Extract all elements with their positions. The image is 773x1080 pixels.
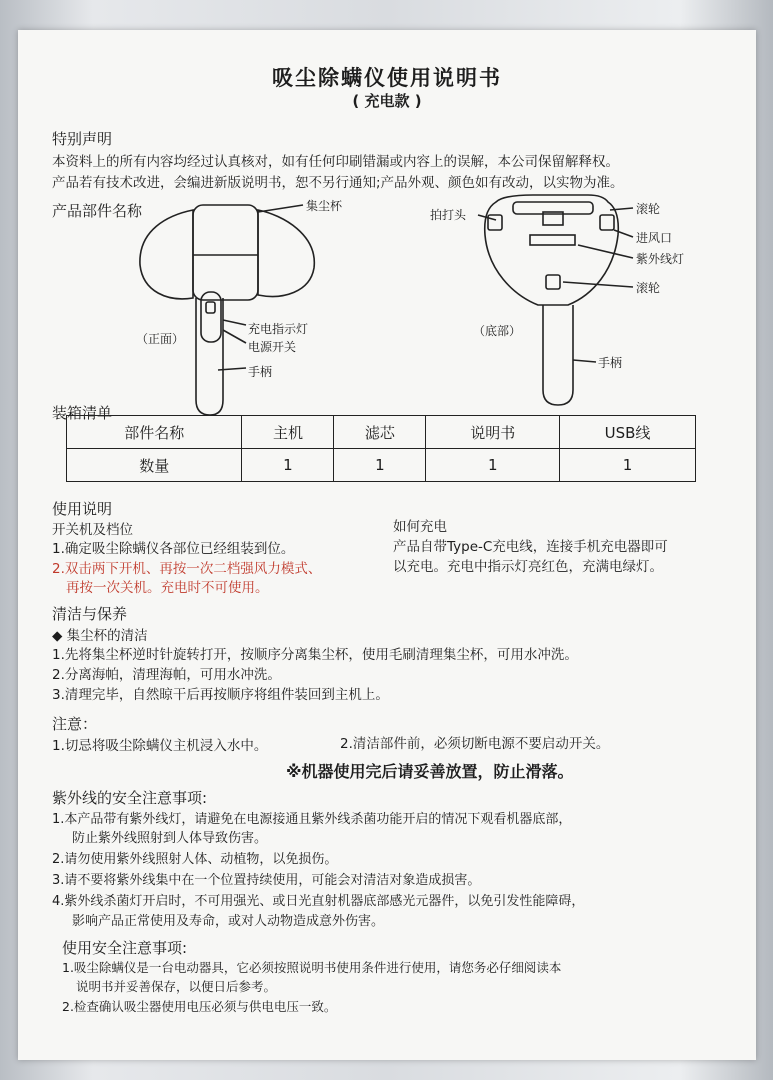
notice-line-2: 产品若有技术改进，会编进新版说明书，恕不另行通知;产品外观、颜色如有改动，以实物为准。: [52, 175, 624, 191]
table-cell: 部件名称: [67, 416, 242, 449]
label-bottom-handle: 手柄: [598, 356, 623, 370]
parts-heading: 产品部件名称: [52, 202, 143, 220]
cup-cleaning-heading: ◆ 集尘杯的清洁: [52, 628, 148, 644]
label-air-inlet: 进风口: [636, 231, 673, 245]
label-roller-bottom: 滚轮: [636, 281, 661, 295]
use-safety-line-3: 2.检查确认吸尘器使用电压必须与供电电压一致。: [62, 999, 337, 1014]
table-cell: 说明书: [426, 416, 560, 449]
uv-line-1: 1.本产品带有紫外线灯，请避免在电源接通且紫外线杀菌功能开启的情况下观看机器底部，: [52, 812, 572, 827]
switch-heading: 开关机及档位: [52, 522, 133, 538]
caution-line-1: 1.切忌将吸尘除螨仪主机浸入水中。: [52, 738, 268, 754]
table-cell: 1: [242, 449, 334, 482]
caution-heading: 注意：: [52, 715, 98, 733]
uv-line-5: 4.紫外线杀菌灯开启时，不可用强光、或日光直射机器底部感光元器件，以免引发性能障碍，: [52, 894, 585, 909]
notice-line-1: 本资料上的所有内容均经过认真核对，如有任何印刷错漏或内容上的误解，本公司保留解释权。: [52, 154, 619, 170]
usage-heading: 使用说明: [52, 500, 113, 518]
uv-line-6: 影响产品正常使用及寿命，或对人动物造成意外伤害。: [72, 914, 385, 929]
table-cell: 数量: [67, 449, 242, 482]
document-subtitle: ( 充电款 ): [352, 92, 422, 110]
table-row: [67, 416, 696, 449]
label-uv-lamp: 紫外线灯: [636, 252, 685, 266]
table-cell: 主机: [242, 416, 334, 449]
notice-heading: 特别声明: [52, 130, 113, 148]
label-bottom-view: （底部）: [473, 324, 522, 338]
label-power-switch: 电源开关: [248, 340, 297, 354]
label-charge-indicator: 充电指示灯: [248, 322, 309, 336]
uv-line-4: 3.请不要将紫外线集中在一个位置持续使用，可能会对清洁对象造成损害。: [52, 873, 481, 888]
caution-emphasis: ※机器使用完后请妥善放置，防止滑落。: [286, 762, 574, 781]
uv-safety-heading: 紫外线的安全注意事项:: [52, 789, 208, 807]
use-safety-line-2: 说明书并妥善保存，以便日后参考。: [76, 979, 277, 994]
use-safety-line-1: 1.吸尘除螨仪是一台电动器具，它必须按照说明书使用条件进行使用，请您务必仔细阅读本: [62, 960, 562, 975]
charge-line-1: 产品自带Type-C充电线，连接手机充电器即可: [393, 539, 668, 555]
use-safety-heading: 使用安全注意事项:: [62, 939, 188, 957]
table-cell: 1: [334, 449, 426, 482]
label-front-handle: 手柄: [248, 365, 273, 379]
label-beater-head: 拍打头: [430, 208, 467, 222]
label-dust-cup: 集尘杯: [306, 199, 343, 213]
switch-line-1: 1.确定吸尘除螨仪各部位已经组装到位。: [52, 541, 295, 557]
uv-line-3: 2.请勿使用紫外线照射人体、动植物，以免损伤。: [52, 852, 338, 867]
table-cell: USB线: [560, 416, 696, 449]
document-title: 吸尘除螨仪使用说明书: [272, 66, 502, 90]
switch-line-2: 2.双击两下开机、再按一次二档强风力模式、: [52, 561, 322, 577]
table-cell: 滤芯: [334, 416, 426, 449]
bottom-view-device: [478, 195, 633, 405]
table-row: [67, 449, 696, 482]
caution-line-2: 2.清洁部件前，必须切断电源不要启动开关。: [340, 736, 610, 752]
front-view-device: [140, 205, 314, 415]
table-cell: 1: [426, 449, 560, 482]
cleaning-line-1: 1.先将集尘杯逆时针旋转打开，按顺序分离集尘杯，使用毛刷清理集尘杯，可用水冲洗。: [52, 647, 578, 663]
label-roller-top: 滚轮: [636, 202, 661, 216]
charge-heading: 如何充电: [393, 519, 447, 535]
switch-line-3: 再按一次关机。充电时不可使用。: [66, 580, 269, 596]
cleaning-line-2: 2.分离海帕，清理海帕，可用水冲洗。: [52, 667, 281, 683]
instruction-sheet: [18, 30, 756, 1060]
packing-heading: 装箱清单: [52, 404, 113, 422]
label-front-view: （正面）: [136, 332, 185, 346]
cleaning-line-3: 3.清理完毕，自然晾干后再按顺序将组件装回到主机上。: [52, 687, 389, 703]
charge-line-2: 以充电。充电中指示灯亮红色，充满电绿灯。: [393, 559, 663, 575]
table-cell: 1: [560, 449, 696, 482]
cleaning-heading: 清洁与保养: [52, 605, 128, 623]
packing-table: [66, 415, 696, 482]
uv-line-2: 防止紫外线照射到人体导致伤害。: [72, 831, 268, 846]
